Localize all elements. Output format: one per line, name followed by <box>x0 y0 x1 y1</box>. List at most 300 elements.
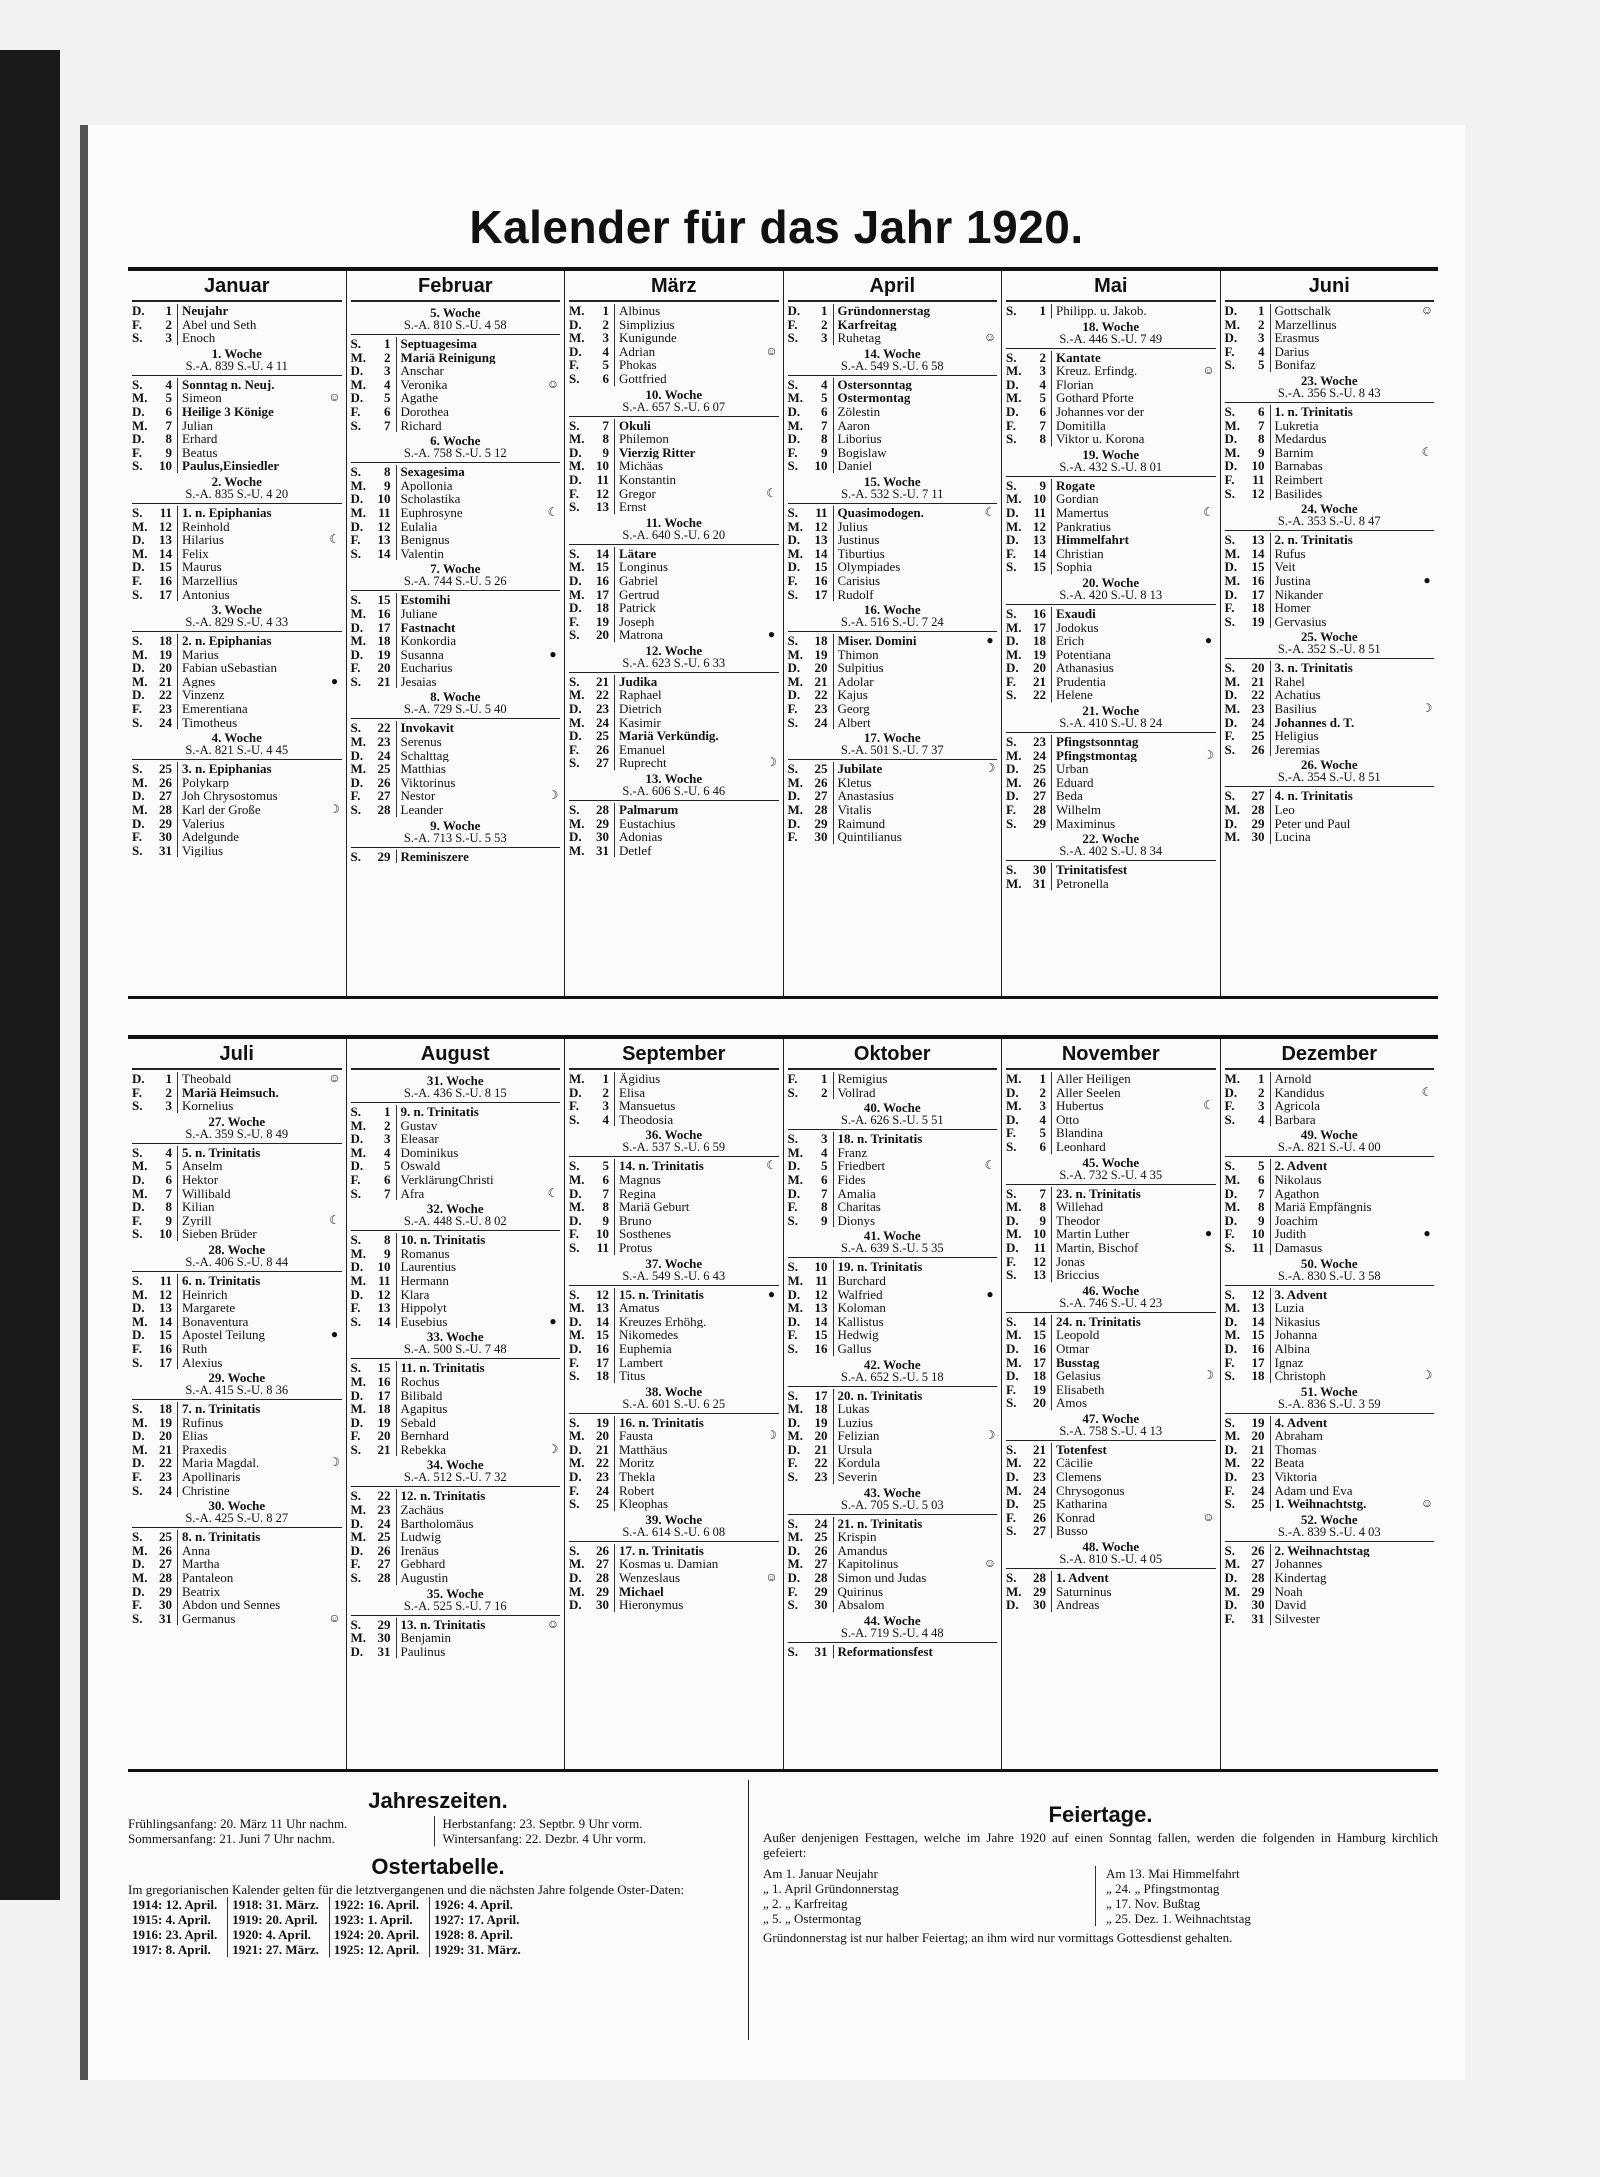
day-row <box>569 628 779 642</box>
saint-name: Nestor <box>400 789 436 804</box>
day-number: 27 <box>1247 1557 1271 1571</box>
day-number: 14 <box>154 547 178 561</box>
moon-phase-icon <box>1420 1585 1434 1599</box>
saint-name: Germanus <box>182 1611 236 1626</box>
weekday-abbr: M. <box>350 1502 367 1518</box>
day-row <box>132 391 342 405</box>
day-number: 12 <box>1247 487 1271 501</box>
moon-phase-icon <box>765 601 779 615</box>
day-row <box>1006 1524 1216 1538</box>
moon-phase-icon <box>765 1598 779 1612</box>
weekday-abbr: M. <box>1006 518 1022 534</box>
saint-name: Timotheus <box>182 715 238 730</box>
saint-name: Gebhard <box>400 1557 446 1572</box>
day-number: 11 <box>810 1274 834 1288</box>
day-number: 8 <box>1247 432 1271 446</box>
weekday-abbr: M. <box>569 1300 585 1316</box>
saint-name: 3. n. Trinitatis <box>1274 661 1353 675</box>
saint-name: Marzellinus <box>1274 317 1337 332</box>
moon-phase-icon: ● <box>330 1327 339 1342</box>
moon-phase-icon <box>765 743 779 757</box>
day-row <box>1225 1456 1435 1470</box>
day-number: 14 <box>1028 1315 1052 1329</box>
sunrise-sunset: S.-A. 432 S.-U. 8 01 <box>1006 461 1216 477</box>
moon-phase-icon <box>1420 459 1434 473</box>
day-number: 12 <box>591 487 615 501</box>
saint-name: Hubertus <box>1056 1099 1104 1113</box>
saint-name: Vitalis <box>837 803 872 817</box>
saint-name: Justinus <box>837 533 880 547</box>
moon-phase-icon <box>328 1598 342 1612</box>
day-row <box>1225 1113 1435 1127</box>
week-number: 26. Woche <box>1300 757 1358 773</box>
day-row <box>1006 1113 1216 1127</box>
moon-phase-icon <box>1420 345 1434 359</box>
day-row <box>132 588 342 602</box>
day-number: 1 <box>154 1072 178 1086</box>
day-row <box>569 1187 779 1201</box>
sunrise-sunset: S.-A. 516 S.-U. 7 24 <box>788 616 998 632</box>
day-row <box>569 1342 779 1356</box>
moon-phase-icon <box>1202 432 1216 446</box>
saint-name: Burchard <box>837 1273 886 1288</box>
day-row <box>1225 419 1435 433</box>
moon-phase-icon <box>328 634 342 648</box>
moon-phase-icon <box>765 1470 779 1484</box>
day-row <box>132 547 342 561</box>
month-column <box>128 1039 347 1769</box>
day-number: 8 <box>373 465 397 479</box>
moon-phase-icon <box>1420 1342 1434 1356</box>
saint-name: Adelgunde <box>182 830 240 844</box>
week-number: 28. Woche <box>208 1241 266 1257</box>
sunrise-sunset: S.-A. 354 S.-U. 8 51 <box>1225 771 1435 787</box>
weekday-abbr: F. <box>132 1340 142 1356</box>
moon-phase-icon: ● <box>986 1286 994 1301</box>
weekday-abbr: S. <box>132 842 143 858</box>
sunrise-sunset: S.-A. 525 S.-U. 7 16 <box>351 1600 561 1616</box>
week-number: 12. Woche <box>645 642 703 658</box>
saint-name: Kletus <box>837 775 872 790</box>
moon-phase-icon: ☺ <box>1202 1509 1215 1524</box>
day-number: 10 <box>591 1227 615 1241</box>
weekday-abbr: S. <box>350 1488 361 1504</box>
saint-name: Elisa <box>619 1085 645 1100</box>
day-number: 19 <box>591 1416 615 1430</box>
day-number: 23 <box>154 1470 178 1484</box>
moon-phase-icon <box>983 432 997 446</box>
saint-name: Phokas <box>619 358 657 372</box>
day-row <box>132 1342 342 1356</box>
saint-name: 24. n. Trinitatis <box>1056 1314 1141 1329</box>
day-number: 28 <box>591 803 615 817</box>
day-number: 7 <box>591 419 615 433</box>
day-row <box>132 817 342 831</box>
day-number: 22 <box>1028 688 1052 702</box>
moon-phase-icon <box>1202 1456 1216 1470</box>
day-row <box>1006 378 1216 392</box>
moon-phase-icon <box>765 1416 779 1430</box>
day-row <box>788 318 998 332</box>
day-row <box>132 1086 342 1100</box>
day-number: 8 <box>154 432 178 446</box>
saint-name: Kallistus <box>837 1314 884 1329</box>
saint-name: Dionys <box>837 1213 876 1228</box>
moon-phase-icon <box>546 1503 560 1517</box>
week-number: 15. Woche <box>863 473 921 489</box>
weekday-abbr: F. <box>350 1300 361 1316</box>
weekday-abbr: D. <box>787 303 801 318</box>
day-number: 11 <box>373 1274 397 1288</box>
moon-phase-icon: ● <box>986 633 994 648</box>
day-row <box>1225 304 1435 318</box>
weekday-abbr: F. <box>350 532 361 548</box>
moon-phase-icon <box>765 844 779 858</box>
moon-phase-icon <box>328 1470 342 1484</box>
weekday-abbr: D. <box>1224 1084 1238 1100</box>
moon-phase-icon <box>328 702 342 716</box>
weekday-abbr: D. <box>132 559 145 575</box>
day-number: 9 <box>810 1214 834 1228</box>
day-number: 30 <box>1247 830 1271 844</box>
day-row <box>788 391 998 405</box>
saint-name: Kasimir <box>619 715 661 730</box>
saint-name: Gertrud <box>619 587 660 602</box>
day-row <box>1225 1342 1435 1356</box>
saint-name: Pfingstsonntag <box>1056 735 1139 749</box>
day-number: 22 <box>373 721 397 735</box>
saint-name: Emanuel <box>619 742 666 757</box>
weekday-abbr: S. <box>132 633 143 649</box>
day-number: 12 <box>591 1288 615 1302</box>
day-row <box>1225 1173 1435 1187</box>
moon-phase-icon: ● <box>767 1286 776 1301</box>
moon-phase-icon <box>983 1402 997 1416</box>
day-row <box>788 1429 998 1443</box>
saint-name: Christian <box>1056 546 1104 561</box>
weekday-abbr: S. <box>569 1368 580 1384</box>
day-row <box>351 1544 561 1558</box>
saint-name: Albinus <box>619 304 661 318</box>
moon-phase-icon: ☺ <box>983 1556 997 1571</box>
day-row <box>1006 1140 1216 1154</box>
weekday-abbr: M. <box>132 1414 148 1430</box>
day-row <box>788 574 998 588</box>
moon-phase-icon <box>328 1274 342 1288</box>
weekday-abbr: D. <box>569 471 582 487</box>
day-row <box>569 1173 779 1187</box>
weekday-abbr: F. <box>132 1212 142 1228</box>
day-row <box>788 1342 998 1356</box>
saint-name: Gottschalk <box>1274 304 1331 318</box>
day-row <box>1225 1187 1435 1201</box>
day-row <box>351 1416 561 1430</box>
weekday-abbr: F. <box>132 572 142 588</box>
saint-name: Albina <box>1274 1341 1310 1356</box>
moon-phase-icon <box>546 749 560 763</box>
saint-name: Lukretia <box>1274 418 1319 433</box>
weekday-abbr: D. <box>569 1084 582 1100</box>
day-row <box>132 803 342 817</box>
holiday-entry: Am 13. Mai Himmelfahrt <box>1106 1866 1240 1881</box>
day-row <box>132 1544 342 1558</box>
moon-phase-icon <box>1420 729 1434 743</box>
day-row <box>569 830 779 844</box>
moon-phase-icon <box>1420 1571 1434 1585</box>
day-number: 20 <box>591 1429 615 1443</box>
saint-name: Elisabeth <box>1056 1382 1105 1397</box>
saint-name: 23. n. Trinitatis <box>1056 1186 1141 1201</box>
day-number: 19 <box>810 1416 834 1430</box>
saint-name: Alexius <box>182 1355 223 1370</box>
day-number: 3 <box>373 1132 397 1146</box>
day-number: 20 <box>154 661 178 675</box>
day-number: 21 <box>373 1443 397 1457</box>
saint-name: Nikander <box>1274 587 1323 602</box>
month-name: August <box>351 1039 561 1070</box>
moon-phase-icon <box>765 574 779 588</box>
day-row <box>1006 762 1216 776</box>
moon-phase-icon <box>1420 789 1434 803</box>
saint-name: Elias <box>182 1429 208 1443</box>
day-number: 2 <box>1247 318 1271 332</box>
easter-row <box>128 1912 531 1927</box>
saint-name: Estomihi <box>400 593 451 607</box>
day-number: 13 <box>1028 1268 1052 1282</box>
day-number: 17 <box>810 588 834 602</box>
moon-phase-icon <box>1202 304 1216 318</box>
weekday-abbr: M. <box>569 559 585 575</box>
day-number: 25 <box>373 1530 397 1544</box>
day-row <box>351 1503 561 1517</box>
saint-name: Karl der Große <box>182 803 261 817</box>
moon-phase-icon <box>328 574 342 588</box>
day-number: 24 <box>591 716 615 730</box>
moon-phase-icon <box>328 1585 342 1599</box>
day-number: 1 <box>591 1072 615 1086</box>
weekday-abbr: D. <box>132 1583 145 1599</box>
day-row <box>132 1274 342 1288</box>
day-row <box>132 1227 342 1241</box>
moon-phase-icon <box>983 1585 997 1599</box>
weekday-abbr: D. <box>787 1542 801 1558</box>
weekday-abbr: M. <box>132 673 148 689</box>
moon-phase-icon <box>1420 1113 1434 1127</box>
week-number: 20. Woche <box>1082 574 1140 590</box>
weekday-abbr: F. <box>1224 1354 1235 1370</box>
week-number: 42. Woche <box>863 1356 921 1372</box>
day-row <box>351 1361 561 1375</box>
saint-name: Pfingstmontag <box>1056 748 1137 763</box>
day-row <box>132 776 342 790</box>
weekday-abbr: D. <box>350 1158 364 1174</box>
saint-name: Gründonnerstag <box>837 304 930 318</box>
saint-name: Hieronymus <box>619 1598 684 1612</box>
day-number: 12 <box>1028 520 1052 534</box>
saint-name: Gallus <box>837 1341 872 1356</box>
saint-name: Mamertus <box>1056 505 1109 520</box>
moon-phase-icon <box>1202 1497 1216 1511</box>
saint-name: 11. n. Trinitatis <box>400 1361 485 1375</box>
weekday-abbr: M. <box>132 1185 148 1201</box>
moon-phase-icon: ● <box>1204 633 1213 648</box>
weekday-abbr: F. <box>1006 1381 1016 1397</box>
moon-phase-icon <box>546 1146 560 1160</box>
day-row <box>1006 405 1216 419</box>
day-row <box>1006 1214 1216 1228</box>
day-number: 15 <box>1028 1328 1052 1342</box>
day-number: 9 <box>154 446 178 460</box>
easter-date: 1917: 8. April. <box>128 1942 228 1957</box>
day-row <box>569 1288 779 1302</box>
saint-name: Sebald <box>400 1415 436 1430</box>
weekday-abbr: D. <box>1006 633 1019 649</box>
day-number: 22 <box>591 1456 615 1470</box>
day-row <box>788 1571 998 1585</box>
day-row <box>1006 432 1216 446</box>
saint-name: Totenfest <box>1056 1442 1107 1457</box>
weekday-abbr: M. <box>350 633 367 649</box>
moon-phase-icon <box>546 634 560 648</box>
weekday-abbr: S. <box>787 1387 798 1403</box>
moon-phase-icon <box>1202 1571 1216 1585</box>
weekday-abbr: M. <box>1006 619 1022 635</box>
day-number: 18 <box>1028 1369 1052 1383</box>
holidays-title: Feiertage. <box>1048 1802 1153 1827</box>
day-row <box>1006 304 1216 318</box>
day-row <box>132 1200 342 1214</box>
weekday-abbr: S. <box>787 504 798 520</box>
saint-name: Veronika <box>400 377 448 392</box>
day-row <box>569 304 779 318</box>
day-row <box>569 716 779 730</box>
sunrise-sunset: S.-A. 640 S.-U. 6 20 <box>569 529 779 545</box>
day-number: 26 <box>373 1544 397 1558</box>
day-row <box>1225 574 1435 588</box>
day-number: 6 <box>810 405 834 419</box>
moon-phase-icon: ☾ <box>329 1212 340 1227</box>
day-row <box>569 1571 779 1585</box>
day-row <box>788 1530 998 1544</box>
day-number: 23 <box>1247 702 1271 716</box>
weekday-abbr: F. <box>1006 545 1016 561</box>
moon-phase-icon <box>1420 318 1434 332</box>
weekday-abbr: D. <box>1224 1570 1238 1586</box>
saint-name: Martin Luther <box>1056 1227 1130 1241</box>
moon-phase-icon <box>983 318 997 332</box>
weekday-abbr: D. <box>569 343 582 359</box>
day-number: 17 <box>1247 1356 1271 1370</box>
day-row <box>569 1598 779 1612</box>
sunrise-sunset: S.-A. 601 S.-U. 6 25 <box>569 1398 779 1414</box>
easter-date: 1915: 4. April. <box>128 1912 228 1927</box>
day-number: 8 <box>154 1200 178 1214</box>
weekday-abbr: S. <box>569 1496 580 1512</box>
moon-phase-icon <box>546 776 560 790</box>
moon-phase-icon <box>983 776 997 790</box>
day-number: 16 <box>810 1342 834 1356</box>
sunrise-sunset: S.-A. 402 S.-U. 8 34 <box>1006 845 1216 861</box>
moon-phase-icon <box>765 1557 779 1571</box>
day-number: 20 <box>373 661 397 675</box>
moon-phase-icon <box>983 1328 997 1342</box>
weekday-abbr: D. <box>350 1387 364 1403</box>
month-column <box>784 1039 1003 1769</box>
saint-name: 1. n. Epiphanias <box>182 505 272 520</box>
day-row <box>569 1416 779 1430</box>
day-number: 2 <box>591 1086 615 1100</box>
moon-phase-icon <box>765 1113 779 1127</box>
day-number: 6 <box>373 405 397 419</box>
day-row <box>569 1200 779 1214</box>
holiday-entry: „ 1. April Gründonnerstag <box>763 1881 899 1896</box>
day-row <box>351 762 561 776</box>
weekday-abbr: F. <box>132 1597 142 1613</box>
saint-name: Abel und Seth <box>182 317 257 332</box>
day-number: 31 <box>1028 877 1052 891</box>
moon-phase-icon <box>546 1517 560 1531</box>
moon-phase-icon <box>1420 547 1434 561</box>
day-number: 22 <box>1247 688 1271 702</box>
day-number: 10 <box>373 1260 397 1274</box>
day-number: 11 <box>1028 506 1052 520</box>
day-number: 27 <box>1028 1524 1052 1538</box>
day-row <box>1006 506 1216 520</box>
weekday-abbr: M. <box>787 802 804 818</box>
moon-phase-icon: ☽ <box>547 1441 559 1456</box>
day-number: 8 <box>1028 1200 1052 1214</box>
weekday-abbr: D. <box>132 788 145 804</box>
weekday-abbr: S. <box>1006 1395 1017 1411</box>
day-row <box>132 1356 342 1370</box>
day-number: 9 <box>591 446 615 460</box>
saint-name: Maximinus <box>1056 816 1116 831</box>
moon-phase-icon <box>1202 1598 1216 1612</box>
month-name: September <box>569 1039 779 1070</box>
weekday-abbr: S. <box>350 1570 361 1586</box>
easter-intro: Im gregorianischen Kalender gelten für die letztvergangenen und die nächsten Jahre folgende Oster-Daten: <box>128 1882 685 1897</box>
saint-name: Clemens <box>1056 1470 1102 1484</box>
saint-name: Johannes vor der <box>1056 404 1145 419</box>
moon-phase-icon <box>765 1214 779 1228</box>
day-number: 7 <box>1247 419 1271 433</box>
day-row <box>132 1288 342 1302</box>
day-row <box>788 506 998 520</box>
day-number: 28 <box>1247 1571 1271 1585</box>
weekday-abbr: D. <box>787 532 801 548</box>
day-row <box>788 304 998 318</box>
day-number: 15 <box>373 593 397 607</box>
weekday-abbr: S. <box>787 633 798 649</box>
moon-phase-icon <box>328 588 342 602</box>
moon-phase-icon: ☺ <box>765 343 778 358</box>
day-row <box>1006 1099 1216 1113</box>
saint-name: Anastasius <box>837 789 894 804</box>
saint-name: Heinrich <box>182 1287 228 1302</box>
saint-name: 21. n. Trinitatis <box>837 1516 923 1531</box>
moon-phase-icon <box>328 459 342 473</box>
week-number: 35. Woche <box>426 1585 484 1601</box>
day-number: 18 <box>154 634 178 648</box>
day-number: 7 <box>373 419 397 433</box>
saint-name: Gordian <box>1056 492 1099 506</box>
sunrise-sunset: S.-A. 606 S.-U. 6 46 <box>569 785 779 801</box>
moon-phase-icon <box>1420 1200 1434 1214</box>
easter-row <box>128 1942 531 1957</box>
weekday-abbr: D. <box>350 390 364 406</box>
day-row <box>351 1233 561 1247</box>
day-row <box>132 1429 342 1443</box>
